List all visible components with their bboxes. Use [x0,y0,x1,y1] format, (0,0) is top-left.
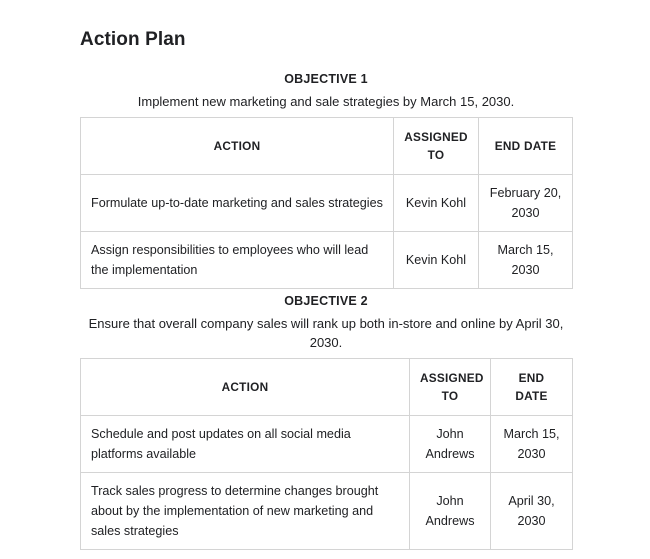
table-row [81,472,573,549]
cell-end-date: February 20, 2030 [479,174,573,231]
cell-assigned-to: Kevin Kohl [394,231,479,288]
objective-1-table-head [81,117,573,174]
column-header-action [81,358,410,415]
cell-assigned-to: Kevin Kohl [394,174,479,231]
table-header-row [81,358,573,415]
objective-1-table-body [81,174,573,288]
column-header-assigned-to-line1: ASSIGNED [420,370,484,385]
table-row [81,174,573,231]
cell-end-date: April 30, 2030 [491,472,573,549]
objective-2-table-body [81,415,573,549]
table-header-row [81,117,573,174]
column-header-action-label: ACTION [221,379,269,394]
page-title: Action Plan [80,29,186,50]
column-header-end-date-label: END DATE [515,370,548,403]
column-header-end-date [491,358,573,415]
objective-1-table [80,117,573,289]
column-header-end-date-label: END DATE [494,138,557,153]
objective-2-heading: OBJECTIVE 2 [284,293,368,308]
column-header-end-date [479,117,573,174]
table-row [81,415,573,472]
column-header-action [81,117,394,174]
cell-assigned-to: John Andrews [410,472,491,549]
column-header-assigned-to [394,117,479,174]
objective-1-description: Implement new marketing and sale strategies by March 15, 2030. [137,94,515,109]
cell-assigned-to: John Andrews [410,415,491,472]
column-header-assigned-to-line2: TO [427,147,445,162]
cell-action: Formulate up-to-date marketing and sales strategies [81,174,394,231]
cell-action: Assign responsibilities to employees who will lead the implementation [81,231,394,288]
cell-end-date: March 15, 2030 [491,415,573,472]
objective-2-table [80,358,573,550]
objective-2-table-head [81,358,573,415]
column-header-assigned-to-line2: TO [441,388,459,403]
column-header-assigned-to-line1: ASSIGNED [404,129,468,144]
table-row [81,231,573,288]
column-header-assigned-to [410,358,491,415]
column-header-action-label: ACTION [213,138,261,153]
cell-end-date: March 15, 2030 [479,231,573,288]
document-body [80,70,572,550]
cell-action: Track sales progress to determine changes brought about by the implementation of new marketing and sales strategies [81,472,410,549]
objective-1-heading: OBJECTIVE 1 [284,72,368,86]
cell-action: Schedule and post updates on all social media platforms available [81,415,410,472]
objective-2-description: Ensure that overall company sales will rank up both in-store and online by April 30, 2030. [88,315,564,350]
